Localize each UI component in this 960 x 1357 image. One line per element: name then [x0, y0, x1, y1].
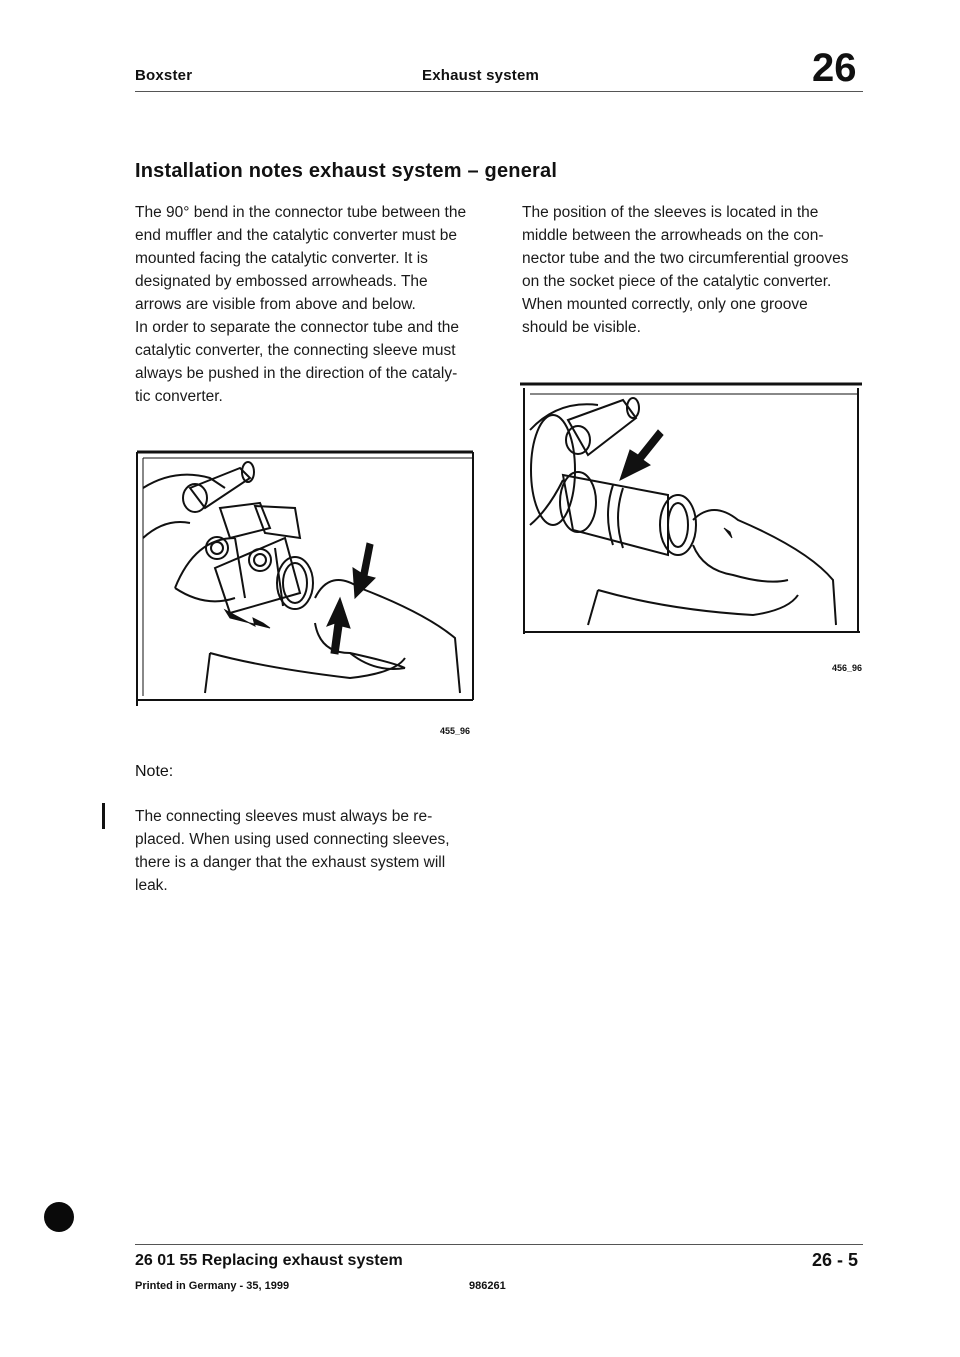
- figure-455-96: [135, 448, 475, 708]
- text-line: leak.: [135, 877, 168, 894]
- right-paragraph: [522, 201, 872, 339]
- text-line: The position of the sleeves is located in the: [522, 204, 819, 221]
- text-line: nector tube and the two circumferential grooves: [522, 250, 849, 267]
- page-title: Installation notes exhaust system – general: [135, 160, 558, 182]
- header-rule: [135, 91, 863, 92]
- header-model: Boxster: [135, 67, 193, 84]
- note-label: Note:: [135, 763, 174, 780]
- text-line: When mounted correctly, only one groove: [522, 296, 808, 313]
- punch-hole: [44, 1202, 74, 1232]
- text-line: middle between the arrowheads on the con-: [522, 227, 824, 244]
- text-line: arrows are visible from above and below.: [135, 296, 416, 313]
- text-line: In order to separate the connector tube and the: [135, 319, 460, 336]
- text-line: always be pushed in the direction of the cataly-: [135, 365, 458, 382]
- chapter-number: 26: [812, 46, 857, 90]
- figure-code-left: 455_96: [440, 726, 471, 736]
- footer-rule: [135, 1244, 863, 1245]
- text-line: designated by embossed arrowheads. The: [135, 273, 428, 290]
- left-paragraph: [135, 201, 485, 408]
- figure-455-96-illustration: [135, 448, 475, 708]
- text-line: placed. When using used connecting sleeves,: [135, 831, 450, 848]
- text-line: should be visible.: [522, 319, 641, 336]
- text-line: The 90° bend in the connector tube between the: [135, 204, 467, 221]
- text-line: mounted facing the catalytic converter. It is: [135, 250, 428, 267]
- printed-info: Printed in Germany - 35, 1999: [135, 1280, 290, 1292]
- figure-code-right: 456_96: [832, 663, 863, 673]
- text-line: there is a danger that the exhaust system will: [135, 854, 446, 871]
- figure-456-96-illustration: [518, 380, 864, 636]
- text-line: tic converter.: [135, 388, 223, 405]
- text-line: on the socket piece of the catalytic converter.: [522, 273, 832, 290]
- part-number: 986261: [469, 1280, 506, 1292]
- figure-456-96: [518, 380, 864, 636]
- note-paragraph: [135, 805, 485, 897]
- text-line: end muffler and the catalytic converter must be: [135, 227, 457, 244]
- header-section: Exhaust system: [422, 67, 540, 84]
- text-line: catalytic converter, the connecting sleeve must: [135, 342, 456, 359]
- page-number: 26 - 5: [812, 1250, 859, 1270]
- footer-procedure: 26 01 55 Replacing exhaust system: [135, 1252, 403, 1269]
- change-bar: [102, 803, 105, 829]
- text-line: The connecting sleeves must always be re-: [135, 808, 433, 825]
